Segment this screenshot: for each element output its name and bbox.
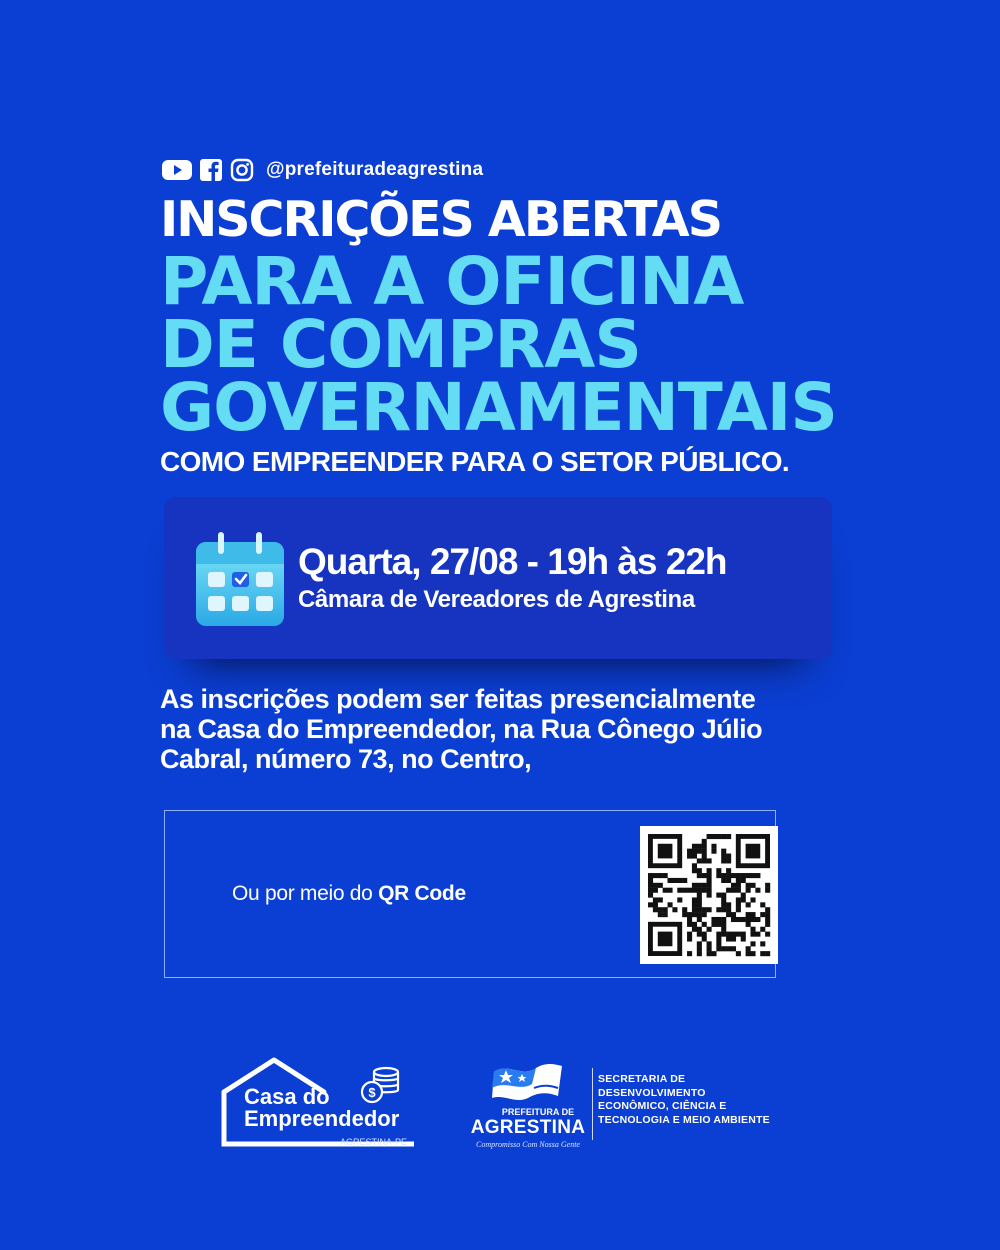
social-row [162,158,483,182]
casa-line-1: Casa do [244,1084,330,1109]
info-line-3: Cabral, número 73, no Centro, [160,744,532,774]
qr-caption-prefix: Ou por meio do [232,882,379,905]
event-place: Câmara de Vereadores de Agrestina [298,586,695,613]
headline-line-4: GOVERNAMENTAIS [160,369,837,446]
footer-divider [592,1068,593,1140]
social-handle[interactable]: @prefeituradeagrestina [266,159,484,180]
casa-line-2: Empreendedor [244,1106,400,1131]
secretaria-line-2: DESENVOLVIMENTO [598,1086,706,1099]
registration-info [160,684,860,774]
prefeitura-label: PREFEITURA DE [501,1107,575,1117]
headline-subtitle: COMO EMPREENDER PARA O SETOR PÚBLICO. [160,446,790,477]
info-line-1: As inscrições podem ser feitas presencialmente [160,684,756,714]
svg-text:$: $ [368,1085,376,1100]
casa-logo-text [244,1086,399,1130]
secretaria-line-1: SECRETARIA DE [598,1073,686,1085]
youtube-icon[interactable] [162,159,192,181]
qr-code[interactable] [640,826,778,964]
headline-line-3: DE COMPRAS [160,306,641,383]
info-line-2: na Casa do Empreendedor, na Rua Cônego Júlio [160,714,763,744]
prefeitura-slogan: Compromisso Com Nossa Gente [476,1140,580,1149]
qr-caption-bold: QR Code [378,882,466,905]
facebook-icon[interactable] [200,159,222,181]
headline-line-1: INSCRIÇÕES ABERTAS [160,191,721,248]
casa-location: AGRESTINA-PE [340,1137,408,1147]
prefeitura-name: AGRESTINA [470,1117,586,1138]
secretaria-line-4: TECNOLOGIA E MEIO AMBIENTE [598,1113,770,1126]
secretaria-text [598,1073,770,1127]
secretaria-line-3: ECONÔMICO, CIÊNCIA E [598,1100,727,1112]
qr-caption [232,882,466,906]
flag-icon [488,1058,568,1110]
headline-line-2: PARA A OFICINA [160,243,744,320]
calendar-icon [194,530,286,632]
instagram-icon[interactable] [230,158,254,182]
headline-accent [160,243,837,446]
event-datetime: Quarta, 27/08 - 19h às 22h [298,541,727,582]
